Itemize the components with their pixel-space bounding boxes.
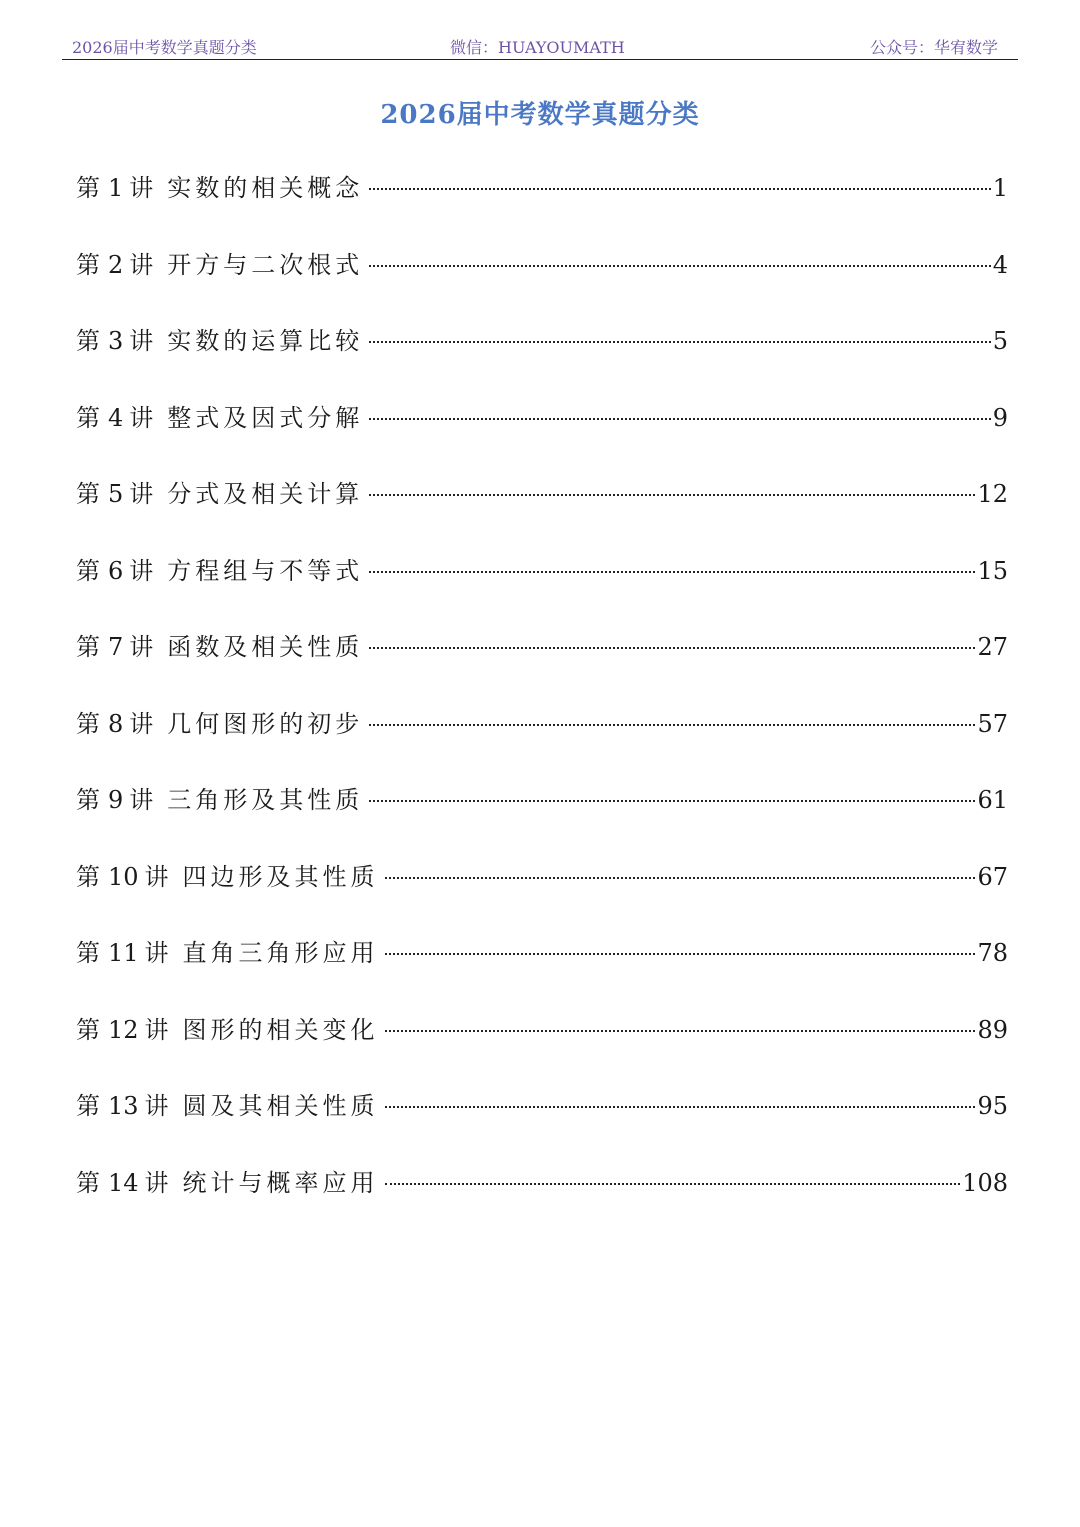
toc-page-number: 108 — [962, 1168, 1008, 1197]
toc-entry[interactable] — [76, 1084, 1008, 1161]
toc-dot-leader — [385, 1183, 961, 1185]
toc-dot-leader — [369, 494, 975, 496]
toc-entry[interactable] — [76, 931, 1008, 1008]
toc-unit: 讲 — [129, 327, 158, 355]
toc-entry-label — [76, 1008, 379, 1052]
toc-topic: 实数的运算比较 — [167, 327, 364, 355]
header-center-text: 微信：HUAYOUMATH — [450, 38, 625, 57]
toc-unit: 讲 — [129, 786, 158, 814]
toc-dot-leader — [385, 953, 976, 955]
toc-entry[interactable] — [76, 243, 1008, 320]
toc-lecture-number: 13 — [108, 1092, 139, 1120]
toc-lecture-number: 4 — [108, 403, 124, 432]
toc-topic: 开方与二次根式 — [167, 250, 364, 279]
toc-lecture-number: 6 — [108, 556, 124, 585]
toc-entry-label — [76, 778, 363, 822]
toc-page-number: 27 — [977, 633, 1008, 661]
toc-prefix: 第 — [76, 480, 104, 508]
toc-unit: 讲 — [129, 403, 158, 432]
toc-entry-label — [76, 319, 363, 363]
toc-prefix: 第 — [76, 786, 104, 814]
toc-entry-label — [76, 243, 363, 287]
toc-entry-label — [76, 396, 363, 440]
toc-topic: 方程组与不等式 — [167, 556, 364, 585]
toc-page-number: 15 — [977, 556, 1008, 585]
toc-unit: 讲 — [129, 633, 158, 661]
toc-lecture-number: 10 — [108, 862, 139, 891]
toc-prefix: 第 — [76, 403, 104, 432]
toc-topic: 三角形及其性质 — [167, 786, 364, 814]
toc-prefix: 第 — [76, 1168, 104, 1197]
document-title: 2026届中考数学真题分类 — [380, 100, 700, 130]
toc-dot-leader — [369, 571, 975, 573]
toc-page-number: 1 — [992, 174, 1008, 202]
toc-entry-label — [76, 855, 379, 899]
toc-topic: 四边形及其性质 — [182, 862, 379, 891]
toc-entry-label — [76, 1161, 379, 1205]
toc-prefix: 第 — [76, 1092, 104, 1120]
toc-prefix: 第 — [76, 556, 104, 585]
toc-dot-leader — [369, 647, 975, 649]
toc-dot-leader — [385, 877, 976, 879]
toc-lecture-number: 7 — [108, 633, 124, 661]
toc-lecture-number: 14 — [108, 1168, 139, 1197]
toc-entry[interactable] — [76, 549, 1008, 626]
toc-unit: 讲 — [129, 174, 158, 202]
toc-topic: 统计与概率应用 — [182, 1168, 379, 1197]
toc-unit: 讲 — [144, 939, 173, 967]
toc-entry[interactable] — [76, 472, 1008, 549]
toc-entry-label — [76, 166, 363, 210]
toc-lecture-number: 8 — [108, 709, 124, 738]
toc-topic: 函数及相关性质 — [167, 633, 364, 661]
toc-page-number: 57 — [977, 709, 1008, 738]
toc-dot-leader — [369, 418, 990, 420]
toc-page-number: 95 — [977, 1092, 1008, 1120]
toc-entry-label — [76, 625, 363, 669]
toc-topic: 图形的相关变化 — [182, 1015, 379, 1044]
toc-entry-label — [76, 702, 363, 746]
header-left-text: 2026届中考数学真题分类 — [72, 38, 257, 57]
toc-unit: 讲 — [129, 709, 158, 738]
toc-entry[interactable] — [76, 702, 1008, 779]
toc-topic: 圆及其相关性质 — [182, 1092, 379, 1120]
toc-topic: 直角三角形应用 — [182, 939, 379, 967]
toc-entry[interactable] — [76, 319, 1008, 396]
toc-prefix: 第 — [76, 327, 104, 355]
toc-entry[interactable] — [76, 625, 1008, 702]
toc-page-number: 78 — [977, 939, 1008, 967]
toc-prefix: 第 — [76, 250, 104, 279]
toc-topic: 实数的相关概念 — [167, 174, 364, 202]
toc-page-number: 61 — [977, 786, 1008, 814]
toc-dot-leader — [369, 341, 990, 343]
toc-lecture-number: 3 — [108, 327, 124, 355]
toc-dot-leader — [385, 1030, 976, 1032]
table-of-contents — [76, 166, 1008, 1237]
toc-lecture-number: 12 — [108, 1015, 139, 1044]
toc-topic: 整式及因式分解 — [167, 403, 364, 432]
toc-dot-leader — [385, 1106, 976, 1108]
header-right-text: 公众号：华宥数学 — [869, 38, 998, 57]
toc-page-number: 67 — [977, 862, 1008, 891]
toc-unit: 讲 — [144, 1092, 173, 1120]
toc-lecture-number: 2 — [108, 250, 124, 279]
toc-dot-leader — [369, 800, 975, 802]
toc-unit: 讲 — [129, 480, 158, 508]
toc-entry[interactable] — [76, 396, 1008, 473]
toc-page-number: 4 — [992, 250, 1008, 279]
toc-page-number: 9 — [992, 403, 1008, 432]
toc-prefix: 第 — [76, 709, 104, 738]
toc-entry-label — [76, 549, 363, 593]
toc-page-number: 12 — [977, 480, 1008, 508]
page-header — [62, 33, 1018, 60]
toc-dot-leader — [369, 188, 990, 190]
toc-unit: 讲 — [144, 1168, 173, 1197]
toc-entry[interactable] — [76, 166, 1008, 243]
toc-unit: 讲 — [129, 556, 158, 585]
toc-unit: 讲 — [129, 250, 158, 279]
toc-page-number: 5 — [992, 327, 1008, 355]
toc-prefix: 第 — [76, 939, 104, 967]
toc-prefix: 第 — [76, 1015, 104, 1044]
toc-topic: 分式及相关计算 — [167, 480, 364, 508]
toc-entry-label — [76, 472, 363, 516]
toc-entry[interactable] — [76, 778, 1008, 855]
toc-unit: 讲 — [144, 1015, 173, 1044]
toc-prefix: 第 — [76, 633, 104, 661]
toc-lecture-number: 9 — [108, 786, 124, 814]
toc-lecture-number: 1 — [108, 174, 124, 202]
toc-entry[interactable] — [76, 1008, 1008, 1085]
toc-topic: 几何图形的初步 — [167, 709, 364, 738]
toc-entry[interactable] — [76, 1161, 1008, 1238]
toc-page-number: 89 — [977, 1015, 1008, 1044]
toc-prefix: 第 — [76, 174, 104, 202]
toc-entry[interactable] — [76, 855, 1008, 932]
toc-unit: 讲 — [144, 862, 173, 891]
toc-lecture-number: 11 — [108, 939, 139, 967]
toc-dot-leader — [369, 265, 990, 267]
toc-dot-leader — [369, 724, 975, 726]
toc-lecture-number: 5 — [108, 480, 124, 508]
toc-entry-label — [76, 931, 379, 975]
toc-prefix: 第 — [76, 862, 104, 891]
toc-entry-label — [76, 1084, 379, 1128]
